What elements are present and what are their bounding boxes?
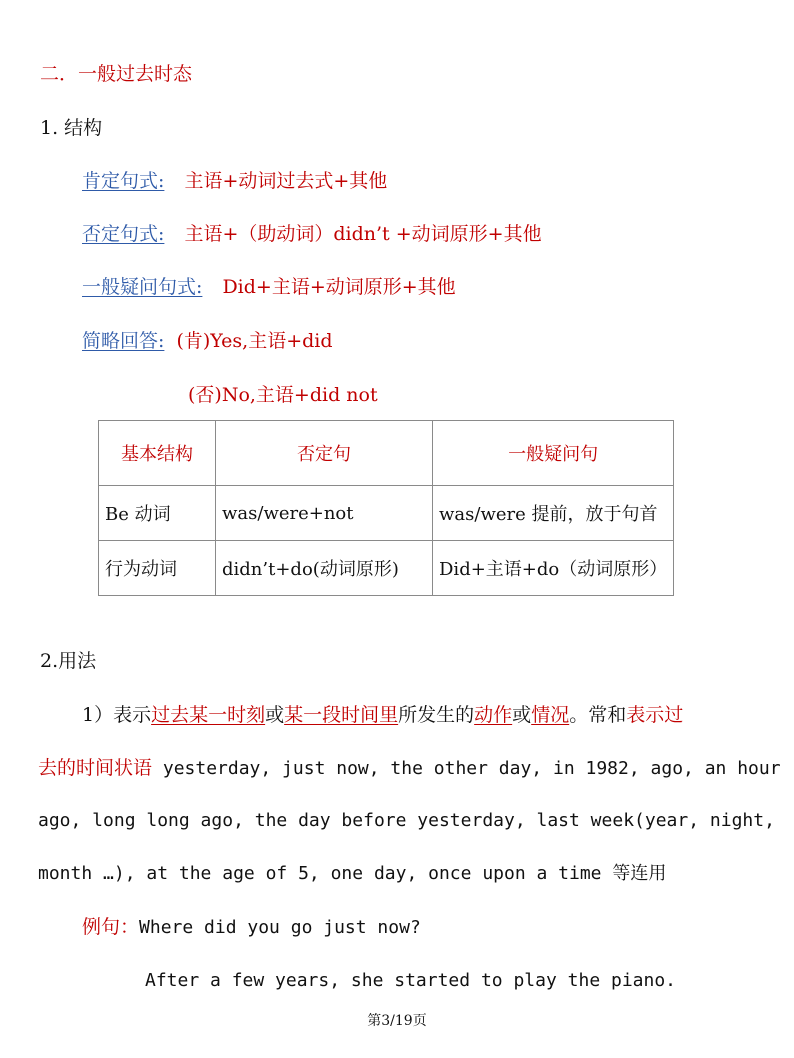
structure-heading: 1. 结构 (40, 117, 103, 139)
negative-formula: 主语+（助动词）didn’t +动词原形+其他 (184, 223, 542, 245)
usage-text: 或 (265, 704, 285, 726)
table-header-cell: 一般疑问句 (433, 421, 674, 486)
table-cell: 行为动词 (99, 541, 216, 596)
usage-highlight: 情况 (531, 704, 570, 726)
short-answer-label: 简略回答: (82, 330, 165, 352)
table-row (99, 541, 674, 596)
table-cell: was/were 提前，放于句首 (433, 486, 674, 541)
table-cell: was/were+not (216, 486, 433, 541)
negative-label: 否定句式: (82, 223, 165, 245)
question-formula: Did+主语+动词原形+其他 (222, 276, 456, 298)
usage-p1-line2 (38, 755, 781, 782)
usage-highlight: 动作 (474, 704, 513, 726)
usage-highlight: 某一段时间里 (284, 704, 399, 726)
example-sentence: After a few years, she started to play the piano. (145, 970, 677, 991)
question-line (82, 274, 456, 300)
table-cell: didn’t+do(动词原形) (216, 541, 433, 596)
usage-p1-line1 (82, 702, 683, 728)
table-header-cell: 否定句 (216, 421, 433, 486)
question-label: 一般疑问句式: (82, 276, 203, 298)
usage-text: yesterday, just now, the other day, in 1982, ago, an hour (152, 758, 781, 779)
table-header-row (99, 421, 674, 486)
table-row (99, 486, 674, 541)
usage-highlight: 表示过 (626, 704, 684, 726)
short-answer-no: (否)No,主语+did not (188, 384, 378, 406)
affirmative-label: 肯定句式: (82, 170, 165, 192)
affirmative-formula: 主语+动词过去式+其他 (184, 170, 388, 192)
usage-highlight: 过去某一时刻 (151, 704, 266, 726)
usage-text: 1）表示 (82, 704, 152, 726)
usage-heading: 2.用法 (40, 650, 97, 672)
table-cell: Did+主语+do（动词原形） (433, 541, 674, 596)
negative-line (82, 221, 542, 247)
affirmative-line (82, 168, 387, 194)
example-label: 例句： (82, 916, 140, 938)
usage-p1-line4: month …), at the age of 5, one day, once upon a time 等连用 (38, 863, 667, 884)
example-line-1 (82, 914, 421, 941)
table-cell: Be 动词 (99, 486, 216, 541)
structure-table (98, 420, 674, 596)
section-title: 二．一般过去时态 (40, 63, 193, 85)
short-answer-yes: (肯)Yes,主语+did (176, 330, 333, 352)
usage-text: 或 (512, 704, 532, 726)
usage-p1-line3: ago, long long ago, the day before yesterday, last week(year, night, (38, 810, 775, 831)
short-answer-line (82, 328, 333, 354)
example-sentence: Where did you go just now? (139, 917, 421, 938)
usage-text: 。常和 (569, 704, 627, 726)
page-number: 第3/19页 (367, 1013, 427, 1029)
usage-highlight: 去的时间状语 (38, 757, 153, 779)
table-header-cell: 基本结构 (99, 421, 216, 486)
usage-text: 所发生的 (398, 704, 475, 726)
